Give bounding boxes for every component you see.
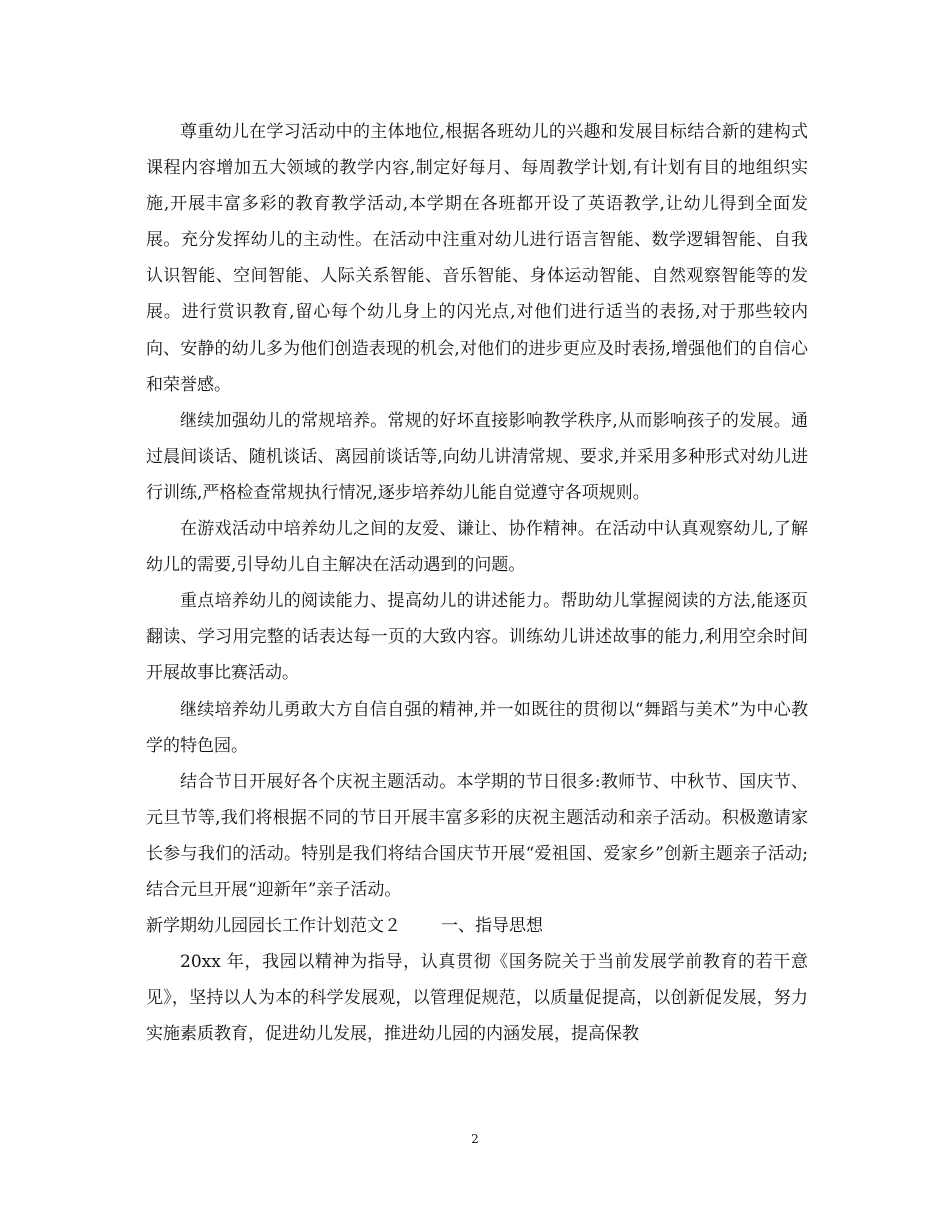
paragraph-7: 20xx 年，我园以精神为指导，认真贯彻《国务院关于当前发展学前教育的若干意见》，坚持以人为本的科学发展观，以管理促规范，以质量促提高，以创新促发展，努力实施素质教育，促进幼儿发展，推进幼儿园的内涵发展，提高保教 [146, 952, 808, 1045]
document-body [146, 114, 808, 1052]
page-number: 2 [471, 1132, 479, 1146]
paragraph-5: 继续培养幼儿勇敢大方自信自强的精神,并一如既往的贯彻以“舞蹈与美术”为中心教学的特色园。 [146, 699, 808, 756]
paragraph-4: 重点培养幼儿的阅读能力、提高幼儿的讲述能力。帮助幼儿掌握阅读的方法,能逐页翻读、学习用完整的话表达每一页的大致内容。训练幼儿讲述故事的能力,利用空余时间开展故事比赛活动。 [146, 591, 808, 684]
section-heading [146, 908, 808, 944]
section-title: 一、指导思想 [441, 916, 543, 937]
paragraph-1: 尊重幼儿在学习活动中的主体地位,根据各班幼儿的兴趣和发展目标结合新的建构式课程内容增加五大领域的教学内容,制定好每月、每周教学计划,有计划有目的地组织实施,开展丰富多彩的教育教学活动,本学期在各班都开设了英语教学,让幼儿得到全面发展。充分发挥幼儿的主动性。在活动中注重对幼儿进行语言智能、数学逻辑智能、自我认识智能、空间智能、人际关系智能、音乐智能、身体运动智能、自然观察智能等的发展。进行赏识教育,留心每个幼儿身上的闪光点,对他们进行适当的表扬,对于那些较内向、安静的幼儿多为他们创造表现的机会,对他们的进步更应及时表扬,增强他们的自信心和荣誉感。 [146, 122, 808, 395]
paragraph-3: 在游戏活动中培养幼儿之间的友爱、谦让、协作精神。在活动中认真观察幼儿,了解幼儿的需要,引导幼儿自主解决在活动遇到的问题。 [146, 519, 808, 576]
document-title: 新学期幼儿园园长工作计划范文２ [146, 916, 401, 937]
paragraph-6: 结合节日开展好各个庆祝主题活动。本学期的节日很多:教师节、中秋节、国庆节、元旦节等,我们将根据不同的节日开展丰富多彩的庆祝主题活动和亲子活动。积极邀请家长参与我们的活动。特别是我们将结合国庆节开展“爱祖国、爱家乡”创新主题亲子活动;结合元旦开展“迎新年”亲子活动。 [146, 771, 808, 900]
paragraph-2: 继续加强幼儿的常规培养。常规的好坏直接影响教学秩序,从而影响孩子的发展。通过晨间谈话、随机谈话、离园前谈话等,向幼儿讲清常规、要求,并采用多种形式对幼儿进行训练,严格检查常规执行情况,逐步培养幼儿能自觉遵守各项规则。 [146, 410, 808, 503]
